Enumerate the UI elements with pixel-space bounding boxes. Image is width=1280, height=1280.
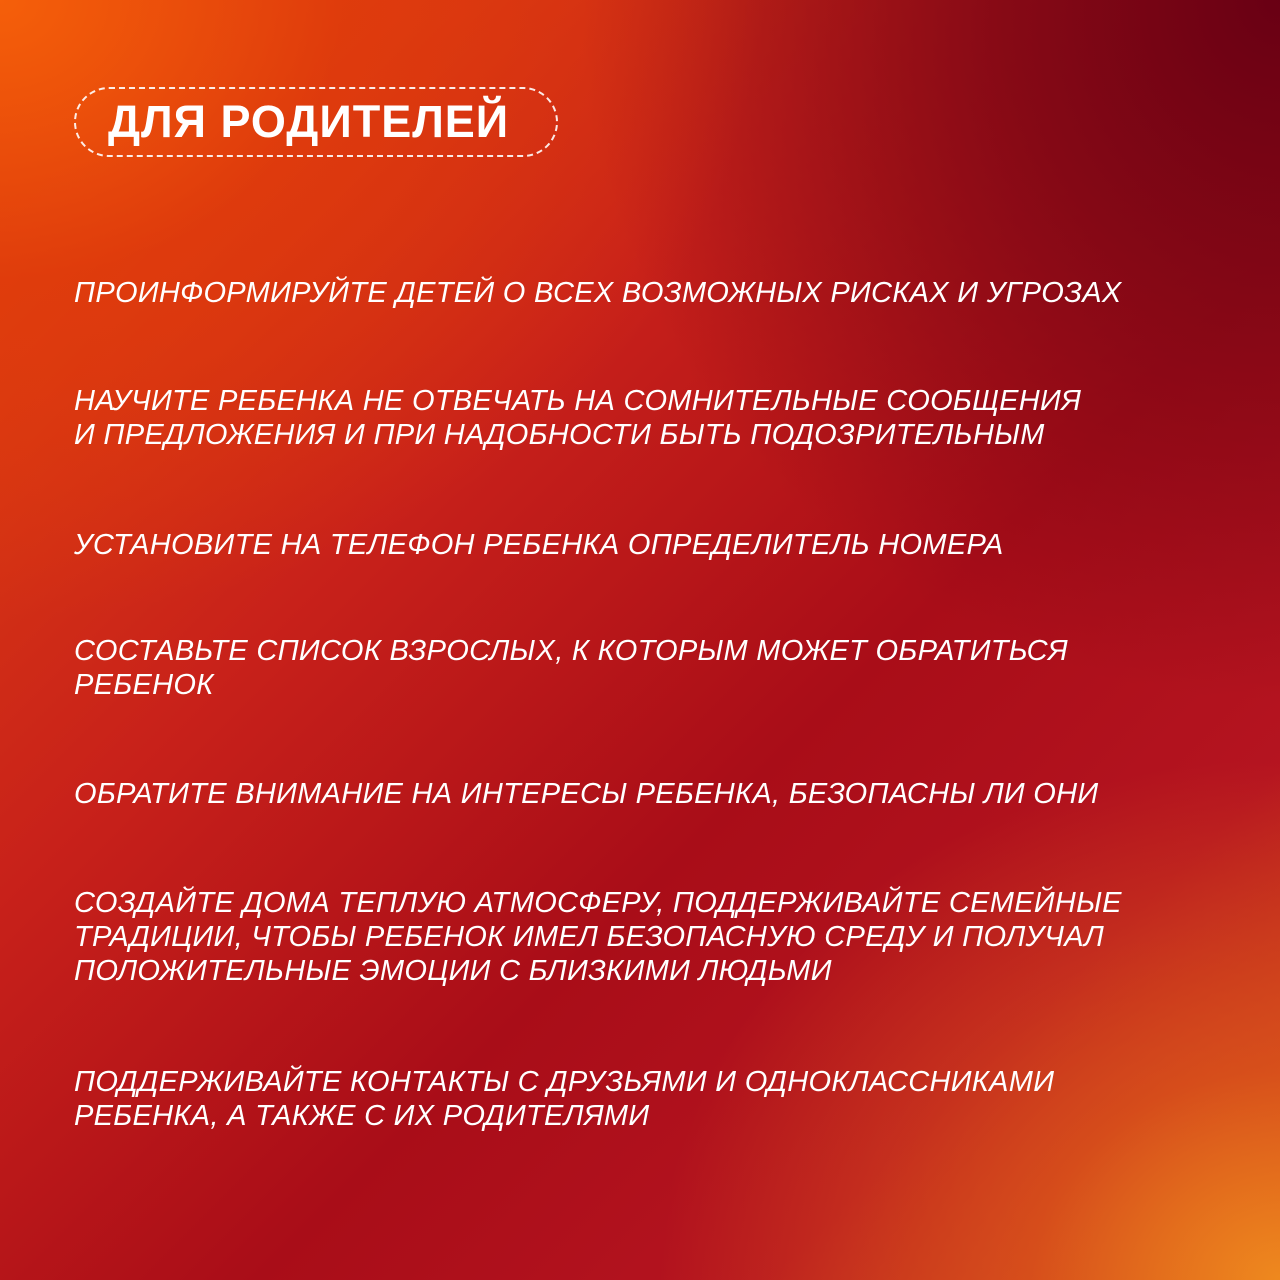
tip-item: СОЗДАЙТЕ ДОМА ТЕПЛУЮ АТМОСФЕРУ, ПОДДЕРЖИВАЙТЕ СЕМЕЙНЫЕ ТРАДИЦИИ, ЧТОБЫ РЕБЕНОК ИМЕЛ БЕЗОПАСНУЮ СРЕДУ И ПОЛУЧАЛ ПОЛОЖИТЕЛЬНЫЕ ЭМОЦИИ С БЛИЗКИМИ ЛЮДЬМИ <box>74 887 1122 987</box>
page-title: ДЛЯ РОДИТЕЛЕЙ <box>108 96 510 147</box>
tip-item: НАУЧИТЕ РЕБЕНКА НЕ ОТВЕЧАТЬ НА СОМНИТЕЛЬНЫЕ СООБЩЕНИЯ И ПРЕДЛОЖЕНИЯ И ПРИ НАДОБНОСТИ БЫТЬ ПОДОЗРИТЕЛЬНЫМ <box>74 385 1082 451</box>
tip-item: СОСТАВЬТЕ СПИСОК ВЗРОСЛЫХ, К КОТОРЫМ МОЖЕТ ОБРАТИТЬСЯ РЕБЕНОК <box>74 635 1068 701</box>
tip-item: ОБРАТИТЕ ВНИМАНИЕ НА ИНТЕРЕСЫ РЕБЕНКА, БЕЗОПАСНЫ ЛИ ОНИ <box>74 778 1099 810</box>
tip-item: ПРОИНФОРМИРУЙТЕ ДЕТЕЙ О ВСЕХ ВОЗМОЖНЫХ РИСКАХ И УГРОЗАХ <box>74 277 1122 309</box>
tip-item: УСТАНОВИТЕ НА ТЕЛЕФОН РЕБЕНКА ОПРЕДЕЛИТЕЛЬ НОМЕРА <box>74 529 1004 561</box>
tip-item: ПОДДЕРЖИВАЙТЕ КОНТАКТЫ С ДРУЗЬЯМИ И ОДНОКЛАССНИКАМИ РЕБЕНКА, А ТАКЖЕ С ИХ РОДИТЕЛЯМИ <box>74 1066 1055 1132</box>
